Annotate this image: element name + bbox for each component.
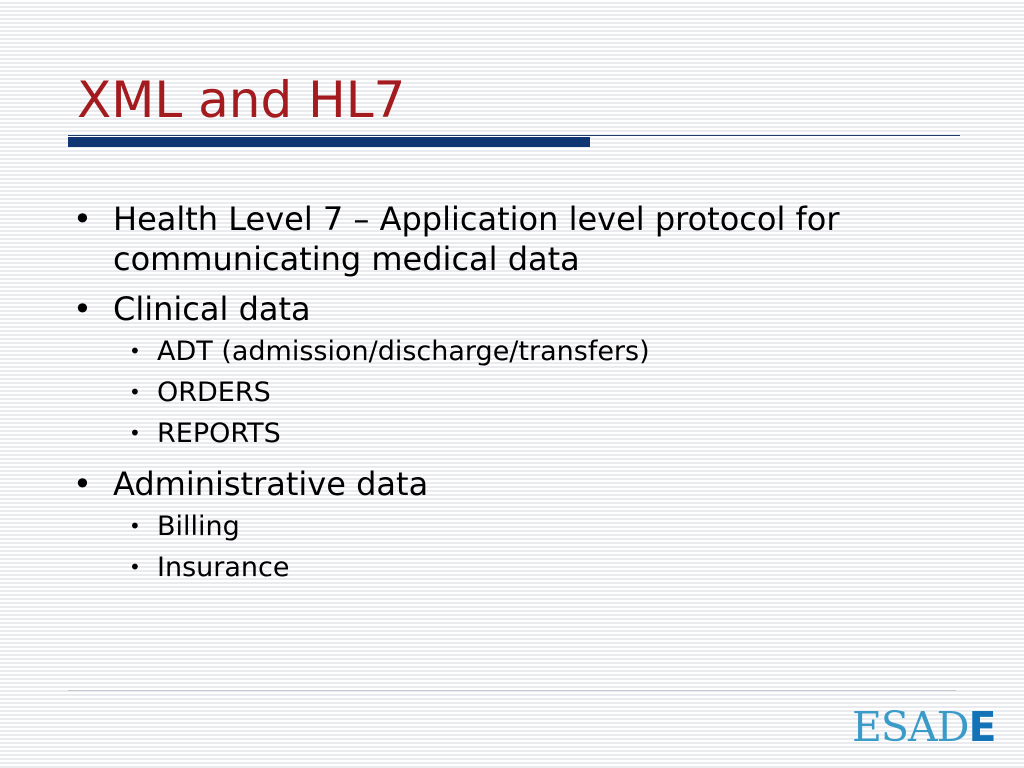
bullet-icon: • xyxy=(73,290,92,328)
sub-list-administrative xyxy=(113,506,973,588)
bullet-icon: • xyxy=(73,465,92,503)
bullet-text: Administrative data xyxy=(113,465,429,503)
sub-bullet-icon: • xyxy=(129,339,141,363)
sub-bullet-text: ORDERS xyxy=(157,377,271,408)
bullet-item-clinical-data xyxy=(73,289,973,454)
sub-bullet-item-orders xyxy=(113,372,973,413)
sub-list-clinical xyxy=(113,331,973,454)
sub-bullet-icon: • xyxy=(129,555,141,579)
bullet-icon: • xyxy=(73,200,92,238)
sub-bullet-icon: • xyxy=(129,380,141,404)
bullet-item-administrative-data xyxy=(73,464,973,588)
sub-bullet-item-billing xyxy=(113,506,973,547)
logo-text-last-letter: E xyxy=(968,703,996,751)
title-accent-bar xyxy=(68,137,590,147)
sub-bullet-icon: • xyxy=(129,514,141,538)
bullet-text: Clinical data xyxy=(113,290,311,328)
sub-bullet-icon: • xyxy=(129,421,141,445)
esade-logo xyxy=(852,703,996,751)
slide-title: XML and HL7 xyxy=(77,71,406,129)
sub-bullet-item-reports xyxy=(113,413,973,454)
bullet-text: Health Level 7 – Application level protocol for communicating medical data xyxy=(113,200,840,278)
sub-bullet-text: Billing xyxy=(157,511,240,542)
sub-bullet-item-adt xyxy=(113,331,973,372)
bullet-item-hl7 xyxy=(73,199,973,279)
title-rule-thin xyxy=(68,135,960,136)
footer-rule xyxy=(68,690,956,691)
sub-bullet-text: ADT (admission/discharge/transfers) xyxy=(157,336,650,367)
logo-text: ESAD xyxy=(852,703,969,751)
sub-bullet-item-insurance xyxy=(113,547,973,588)
bullet-list xyxy=(73,199,973,598)
sub-bullet-text: Insurance xyxy=(157,552,290,583)
sub-bullet-text: REPORTS xyxy=(157,418,281,449)
